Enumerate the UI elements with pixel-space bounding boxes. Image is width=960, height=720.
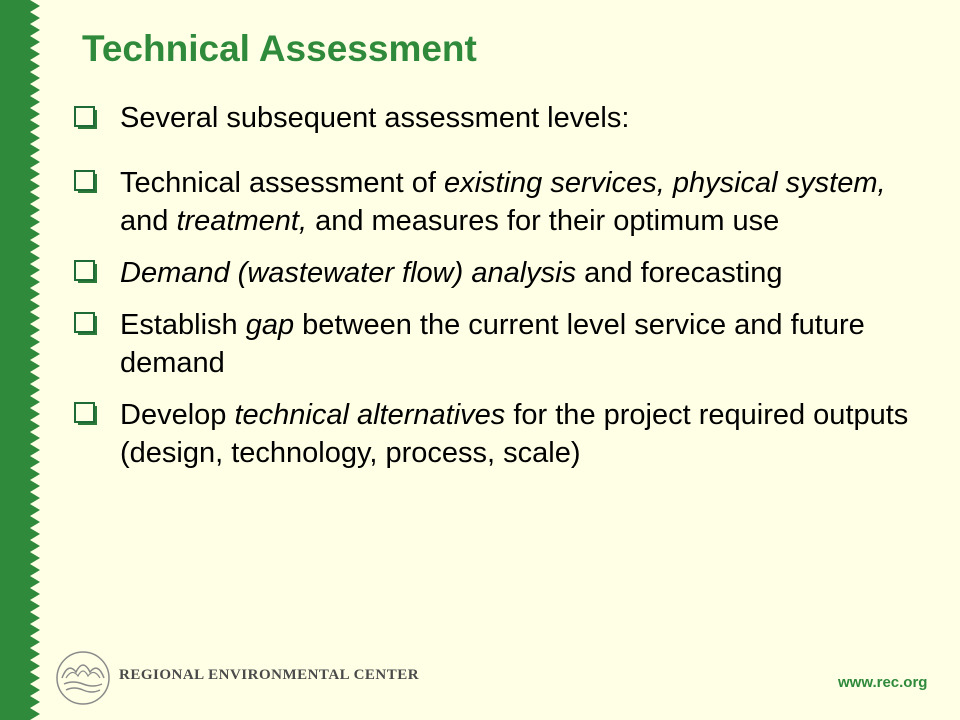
bullet-item — [72, 396, 932, 472]
slide-title: Technical Assessment — [82, 28, 477, 69]
bullet-text: for the project required outputs (design, technology, process, scale) — [120, 399, 909, 469]
bullet-item — [72, 164, 932, 240]
zigzag-border — [0, 0, 42, 720]
bullet-text: gap — [245, 309, 295, 341]
bullet-text: Technical assessment of — [120, 167, 444, 199]
bullet-list — [72, 96, 932, 472]
checkbox-bullet-icon — [74, 312, 98, 336]
checkbox-bullet-icon — [74, 402, 98, 426]
checkbox-bullet-icon — [74, 170, 98, 194]
bullet-text: and forecasting — [576, 257, 783, 289]
bullet-text: and — [120, 205, 177, 237]
bullet-text: technical alternatives — [234, 399, 506, 431]
rec-logo-icon — [54, 648, 112, 708]
checkbox-bullet-icon — [74, 106, 98, 130]
org-name: REGIONAL ENVIRONMENTAL CENTER — [119, 667, 420, 683]
bullet-text: treatment, — [176, 205, 308, 237]
bullet-item — [72, 254, 932, 292]
bullet-text: existing services, physical system, — [443, 167, 886, 199]
bullet-text: and measures for their optimum use — [307, 205, 780, 237]
checkbox-bullet-icon — [74, 260, 98, 284]
bullet-text: Develop — [120, 399, 235, 431]
bullet-text: Several subsequent assessment levels: — [120, 102, 630, 134]
bullet-text: Demand (wastewater flow) analysis — [120, 257, 577, 289]
website-link[interactable]: www.rec.org — [838, 674, 928, 691]
bullet-item — [72, 306, 932, 382]
bullet-text: Establish — [120, 309, 246, 341]
bullet-item — [72, 96, 932, 140]
bullet-text: between the current level service and future demand — [120, 309, 865, 379]
